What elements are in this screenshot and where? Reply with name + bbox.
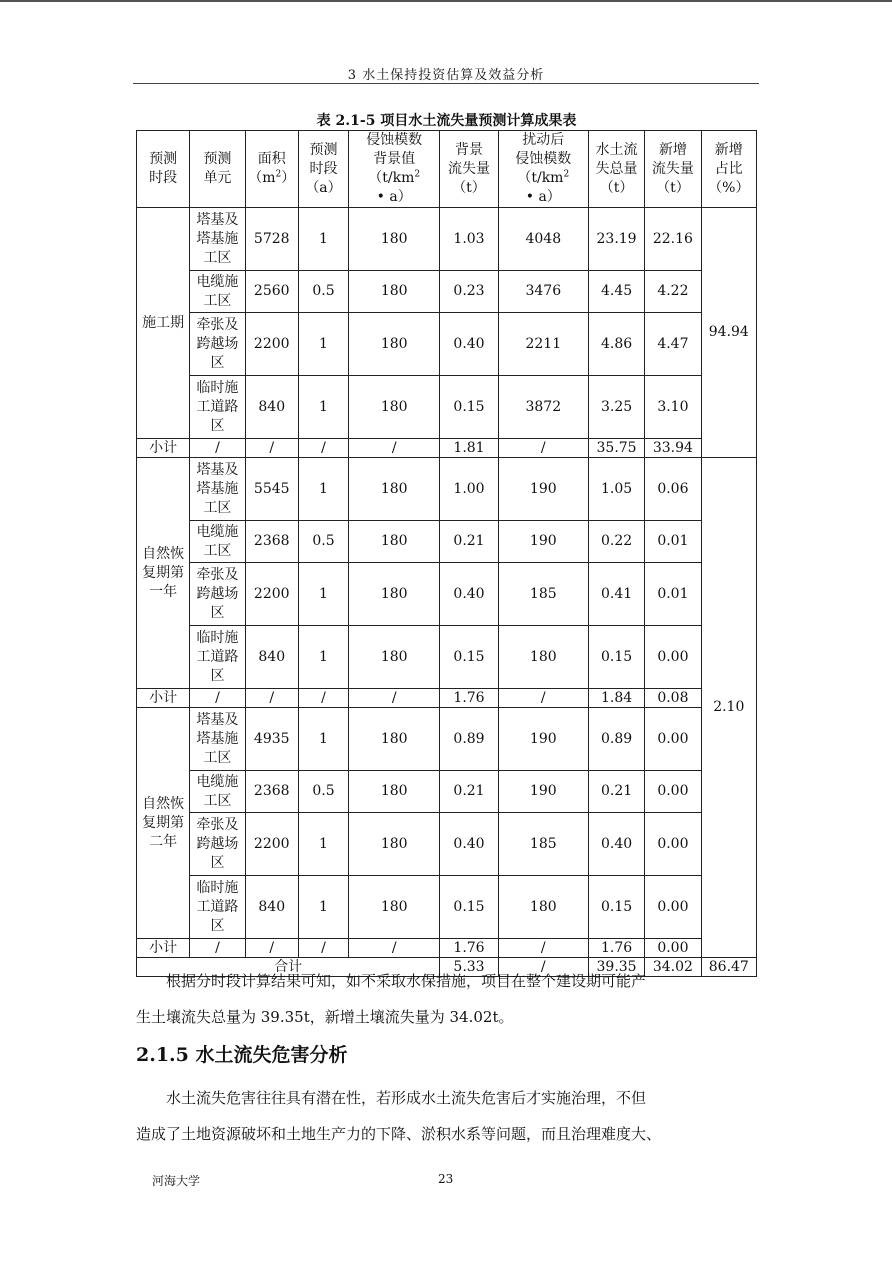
dist-modulus-cell: 180	[498, 626, 588, 689]
duration-cell: 1	[298, 813, 348, 876]
table-row	[137, 563, 757, 626]
duration-cell: 1	[298, 208, 348, 271]
new-loss-cell: 3.10	[645, 376, 701, 439]
header-cell-unit: 预测 单元	[190, 131, 245, 208]
paragraph-line: 造成了土地资源破坏和土地生产力的下降、淤积水系等问题，而且治理难度大、	[136, 1125, 662, 1143]
new-loss-cell: 22.16	[645, 208, 701, 271]
soil-loss-table	[136, 130, 757, 977]
bg-modulus-cell: 180	[349, 313, 440, 376]
duration-cell: 1	[298, 458, 348, 521]
new-loss-cell: 0.00	[645, 708, 701, 771]
bg-modulus-cell: 180	[349, 813, 440, 876]
dist-modulus-cell: 190	[498, 458, 588, 521]
unit-cell: /	[190, 689, 245, 708]
area-cell: /	[245, 689, 298, 708]
dist-modulus-cell: 3872	[498, 376, 588, 439]
bg-loss-cell: 0.15	[440, 626, 498, 689]
new-loss-cell: 0.00	[645, 939, 701, 958]
bg-loss-cell: 1.81	[440, 439, 498, 458]
bg-modulus-cell: /	[349, 939, 440, 958]
table-row	[137, 376, 757, 439]
new-loss-cell: 34.02	[645, 958, 701, 977]
new-loss-cell: 0.01	[645, 563, 701, 626]
dist-modulus-cell: 185	[498, 813, 588, 876]
area-cell: 2200	[245, 313, 298, 376]
total-loss-cell: 0.40	[588, 813, 644, 876]
bg-loss-cell: 0.89	[440, 708, 498, 771]
bg-modulus-cell: 180	[349, 376, 440, 439]
unit-cell: 临时施 工道路 区	[190, 626, 245, 689]
area-cell: /	[245, 439, 298, 458]
bg-modulus-cell: 180	[349, 626, 440, 689]
area-cell: 2368	[245, 771, 298, 813]
area-cell: 840	[245, 876, 298, 939]
header-rule	[133, 83, 759, 84]
bg-modulus-cell: 180	[349, 563, 440, 626]
dist-modulus-cell: 180	[498, 876, 588, 939]
total-loss-cell: 0.15	[588, 876, 644, 939]
duration-cell: 1	[298, 708, 348, 771]
bg-modulus-cell: 180	[349, 271, 440, 313]
dist-modulus-cell: 4048	[498, 208, 588, 271]
total-loss-cell: 3.25	[588, 376, 644, 439]
bg-loss-cell: 5.33	[440, 958, 498, 977]
unit-cell: 塔基及 塔基施 工区	[190, 458, 245, 521]
dist-modulus-cell: /	[498, 689, 588, 708]
top-border	[0, 0, 892, 2]
new-ratio-cell: 2.10	[701, 458, 756, 958]
total-loss-cell: 0.21	[588, 771, 644, 813]
total-loss-cell: 0.41	[588, 563, 644, 626]
duration-cell: /	[298, 939, 348, 958]
bg-loss-cell: 0.21	[440, 521, 498, 563]
dist-modulus-cell: 185	[498, 563, 588, 626]
dist-modulus-cell: /	[498, 439, 588, 458]
unit-cell: 临时施 工道路 区	[190, 876, 245, 939]
area-cell: 4935	[245, 708, 298, 771]
bg-modulus-cell: 180	[349, 458, 440, 521]
bg-loss-cell: 0.40	[440, 813, 498, 876]
unit-cell: 牵张及 跨越场 区	[190, 563, 245, 626]
duration-cell: /	[298, 439, 348, 458]
period-cell: 自然恢 复期第 一年	[137, 458, 190, 689]
table-row	[137, 771, 757, 813]
bg-modulus-cell: 180	[349, 708, 440, 771]
duration-cell: 1	[298, 376, 348, 439]
paragraph-line: 水土流失危害往往具有潜在性，若形成水土流失危害后才实施治理，不但	[166, 1089, 647, 1107]
area-cell: 840	[245, 376, 298, 439]
header-cell-bg-modulus: 侵蚀模数 背景值 （$t/km^2$ • a）	[349, 131, 440, 208]
dist-modulus-cell: 190	[498, 708, 588, 771]
total-loss-cell: 0.22	[588, 521, 644, 563]
subtotal-label: 小计	[137, 689, 190, 708]
total-loss-cell: 23.19	[588, 208, 644, 271]
bg-loss-cell: 1.00	[440, 458, 498, 521]
bg-loss-cell: 0.40	[440, 563, 498, 626]
header-cell-area: 面积 $(m^2)$	[245, 131, 298, 208]
bg-loss-cell: 0.40	[440, 313, 498, 376]
unit-cell: 电缆施 工区	[190, 271, 245, 313]
period-cell: 施工期	[137, 208, 190, 439]
duration-cell: 1	[298, 876, 348, 939]
new-loss-cell: 0.00	[645, 771, 701, 813]
duration-cell: 0.5	[298, 771, 348, 813]
bg-modulus-cell: /	[349, 689, 440, 708]
subtotal-row	[137, 689, 757, 708]
new-loss-cell: 0.00	[645, 813, 701, 876]
subtotal-label: 小计	[137, 939, 190, 958]
subtotal-label: 小计	[137, 439, 190, 458]
table-row	[137, 313, 757, 376]
table-row	[137, 271, 757, 313]
area-cell: 2368	[245, 521, 298, 563]
area-cell: 840	[245, 626, 298, 689]
unit-cell: 临时施 工道路 区	[190, 376, 245, 439]
area-cell: 2200	[245, 563, 298, 626]
duration-cell: 0.5	[298, 521, 348, 563]
new-loss-cell: 0.00	[645, 626, 701, 689]
dist-modulus-cell: /	[498, 939, 588, 958]
unit-cell: 牵张及 跨越场 区	[190, 313, 245, 376]
table-caption: 表 2.1-5 项目水土流失量预测计算成果表	[316, 113, 577, 129]
table-row	[137, 458, 757, 521]
unit-cell: /	[190, 439, 245, 458]
header-cell-total-loss: 水土流 失总量 （t）	[588, 131, 644, 208]
paragraph-line: 生土壤流失总量为 39.35t，新增土壤流失量为 34.02t。	[136, 1008, 514, 1026]
duration-cell: 1	[298, 313, 348, 376]
total-loss-cell: 1.76	[588, 939, 644, 958]
period-cell: 自然恢 复期第 二年	[137, 708, 190, 939]
dist-modulus-cell: 190	[498, 521, 588, 563]
total-label: 合计	[137, 958, 440, 977]
table-row	[137, 708, 757, 771]
unit-cell: /	[190, 939, 245, 958]
section-heading: 2.1.5 水土流失危害分析	[136, 1044, 348, 1066]
bg-modulus-cell: 180	[349, 771, 440, 813]
unit-cell: 电缆施 工区	[190, 521, 245, 563]
new-ratio-cell: 86.47	[701, 958, 756, 977]
duration-cell: 1	[298, 563, 348, 626]
unit-cell: 电缆施 工区	[190, 771, 245, 813]
table-row	[137, 813, 757, 876]
bg-modulus-cell: 180	[349, 208, 440, 271]
total-loss-cell: 0.89	[588, 708, 644, 771]
subtotal-row	[137, 439, 757, 458]
dist-modulus-cell: /	[498, 958, 588, 977]
subtotal-row	[137, 939, 757, 958]
header-cell-dist-modulus: 扰动后 侵蚀模数 （$t/km^2$ • a）	[498, 131, 588, 208]
bg-loss-cell: 0.23	[440, 271, 498, 313]
area-cell: 2560	[245, 271, 298, 313]
unit-cell: 牵张及 跨越场 区	[190, 813, 245, 876]
total-loss-cell: 4.86	[588, 313, 644, 376]
total-loss-cell: 39.35	[588, 958, 644, 977]
new-loss-cell: 4.22	[645, 271, 701, 313]
duration-cell: 1	[298, 626, 348, 689]
header-cell-new-ratio: 新增 占比 （%）	[701, 131, 756, 208]
area-cell: 5728	[245, 208, 298, 271]
table-row	[137, 876, 757, 939]
area-cell: 5545	[245, 458, 298, 521]
bg-loss-cell: 0.15	[440, 876, 498, 939]
total-loss-cell: 0.15	[588, 626, 644, 689]
total-loss-cell: 1.84	[588, 689, 644, 708]
page-number: 23	[438, 1172, 454, 1186]
new-loss-cell: 33.94	[645, 439, 701, 458]
running-header: 3 水土保持投资估算及效益分析	[347, 68, 545, 83]
unit-cell: 塔基及 塔基施 工区	[190, 208, 245, 271]
bg-loss-cell: 1.76	[440, 689, 498, 708]
bg-modulus-cell: /	[349, 439, 440, 458]
duration-cell: /	[298, 689, 348, 708]
new-loss-cell: 0.01	[645, 521, 701, 563]
total-loss-cell: 4.45	[588, 271, 644, 313]
bg-loss-cell: 0.15	[440, 376, 498, 439]
bg-loss-cell: 1.76	[440, 939, 498, 958]
header-row	[137, 131, 757, 208]
total-loss-cell: 1.05	[588, 458, 644, 521]
table-row	[137, 208, 757, 271]
paragraph-line: 根据分时段计算结果可知，如不采取水保措施，项目在整个建设期可能产	[166, 972, 647, 990]
header-cell-duration: 预测 时段 （a）	[298, 131, 348, 208]
new-ratio-cell: 94.94	[701, 208, 756, 458]
bg-loss-cell: 1.03	[440, 208, 498, 271]
header-cell-period: 预测 时段	[137, 131, 190, 208]
footer-institution: 河海大学	[152, 1174, 201, 1188]
duration-cell: 0.5	[298, 271, 348, 313]
header-cell-bg-loss: 背景 流失量 （t）	[440, 131, 498, 208]
unit-cell: 塔基及 塔基施 工区	[190, 708, 245, 771]
area-cell: 2200	[245, 813, 298, 876]
new-loss-cell: 0.06	[645, 458, 701, 521]
dist-modulus-cell: 2211	[498, 313, 588, 376]
total-loss-cell: 35.75	[588, 439, 644, 458]
bg-modulus-cell: 180	[349, 876, 440, 939]
dist-modulus-cell: 3476	[498, 271, 588, 313]
bg-modulus-cell: 180	[349, 521, 440, 563]
new-loss-cell: 0.08	[645, 689, 701, 708]
new-loss-cell: 0.00	[645, 876, 701, 939]
area-cell: /	[245, 939, 298, 958]
table-row	[137, 626, 757, 689]
table-row	[137, 521, 757, 563]
dist-modulus-cell: 190	[498, 771, 588, 813]
new-loss-cell: 4.47	[645, 313, 701, 376]
header-cell-new-loss: 新增 流失量 （t）	[645, 131, 701, 208]
bg-loss-cell: 0.21	[440, 771, 498, 813]
